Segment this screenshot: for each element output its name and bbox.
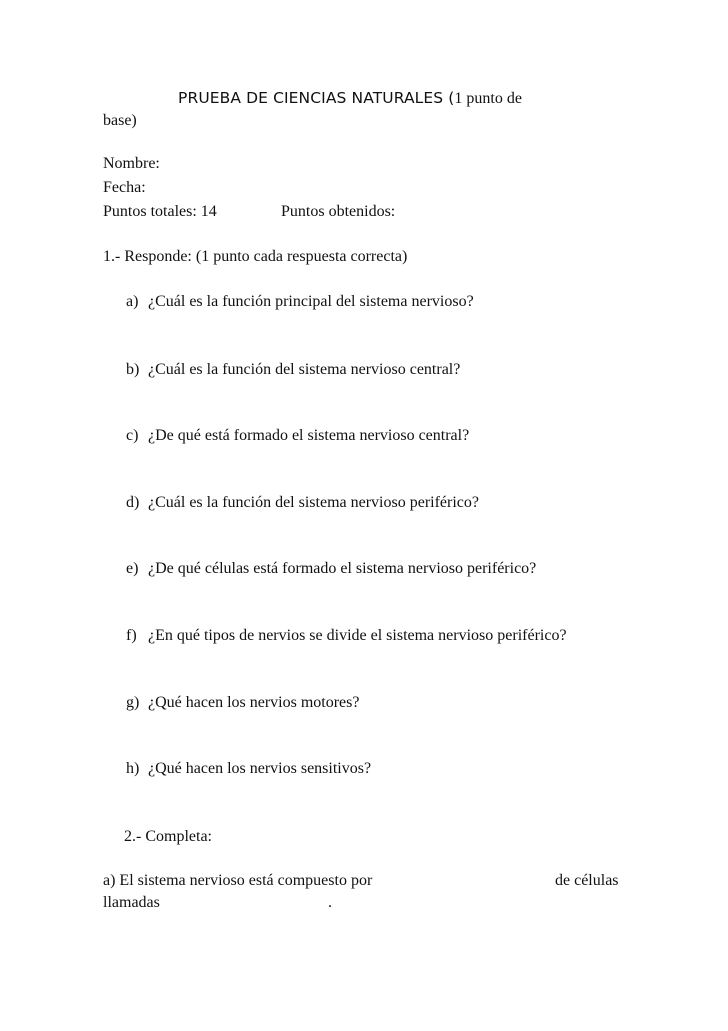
question-letter: b) bbox=[126, 361, 140, 378]
question-letter: a) bbox=[126, 293, 139, 310]
question-letter: d) bbox=[126, 494, 140, 511]
fill-in-statement-start: a) El sistema nervioso está compuesto por bbox=[103, 872, 373, 889]
question-text: ¿De qué células está formado el sistema nervioso periférico? bbox=[148, 560, 537, 577]
fill-in-statement-cont: llamadas bbox=[103, 894, 160, 911]
name-label: Nombre: bbox=[103, 155, 160, 172]
question-letter: c) bbox=[126, 427, 139, 444]
exam-title-main: PRUEBA DE CIENCIAS NATURALES ( bbox=[178, 89, 455, 107]
exam-title-continuation: base) bbox=[103, 112, 137, 129]
question-letter: g) bbox=[126, 694, 140, 711]
total-points-label: Puntos totales: 14 bbox=[103, 203, 217, 220]
date-label: Fecha: bbox=[103, 179, 146, 196]
fill-in-statement-middle: de células bbox=[555, 872, 619, 889]
section1-heading: 1.- Responde: (1 punto cada respuesta correcta) bbox=[103, 248, 408, 265]
question-text: ¿Qué hacen los nervios motores? bbox=[148, 694, 360, 711]
question-text: ¿Qué hacen los nervios sensitivos? bbox=[148, 760, 372, 777]
section2-heading: 2.- Completa: bbox=[124, 828, 212, 845]
exam-title-tail: 1 punto de bbox=[454, 90, 522, 107]
question-text: ¿Cuál es la función principal del sistema nervioso? bbox=[148, 293, 474, 310]
question-text: ¿Cuál es la función del sistema nervioso central? bbox=[148, 361, 461, 378]
obtained-points-label: Puntos obtenidos: bbox=[281, 203, 396, 220]
question-text: ¿En qué tipos de nervios se divide el sistema nervioso periférico? bbox=[148, 627, 567, 644]
question-letter: e) bbox=[126, 560, 139, 577]
question-letter: h) bbox=[126, 760, 140, 777]
exam-title bbox=[178, 88, 522, 109]
question-letter: f) bbox=[126, 627, 137, 644]
question-text: ¿De qué está formado el sistema nervioso central? bbox=[148, 427, 470, 444]
question-text: ¿Cuál es la función del sistema nervioso periférico? bbox=[148, 494, 479, 511]
fill-in-statement-end: . bbox=[328, 894, 332, 911]
